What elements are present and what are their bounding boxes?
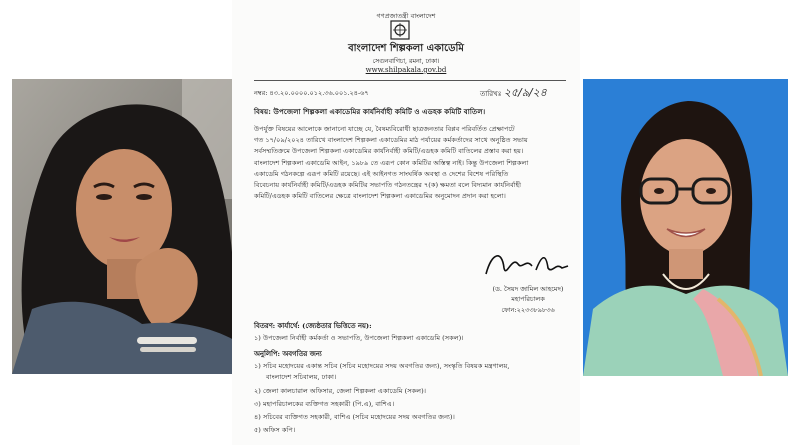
copy-item: বাংলাদেশ সচিবালয়, ঢাকা। — [266, 373, 337, 381]
letter-date — [480, 84, 547, 103]
body-line: গত ১৭/০৯/২০২৪ তারিখে বাংলাদেশ শিল্পকলা একাডেমির মাঠ পর্যায়ের কর্মকর্তাদের সাথে অনুষ্ঠিত সভায় — [254, 136, 528, 145]
date-label: তারিখঃ — [480, 90, 502, 98]
organization-website: www.shilpakala.gov.bd — [365, 66, 447, 74]
letter-body — [254, 124, 574, 202]
copy-item: ১) সচিব মহোদয়ের একান্ত সচিব (সচিব মহোদয়ের সদয় অবগতির জন্য), সংস্কৃতি বিষয়ক মন্ত্রণালয়, — [254, 362, 510, 370]
handwritten-signature — [482, 244, 572, 288]
copy-item: ৫) অফিস কপি। — [254, 426, 296, 434]
right-portrait-illustration — [583, 79, 788, 376]
signatory-phone: ফোন:২২৩৩৮৯৮৩৬ — [501, 306, 555, 314]
letter-subject: বিষয়: উপজেলা শিল্পকলা একাডেমির কার্যনির্বাহী কমিটি ও এডহক কমিটি বাতিল। — [254, 107, 486, 116]
body-line: উপর্যুক্ত বিষয়ের আলোকে জানানো যাচ্ছে যে, বৈষম্যবিরোধী ছাত্রজনতার বিপ্লব পরিবর্তিত প্রেক্ষাপটে — [254, 125, 515, 133]
copy-item: ২) জেলা কালচারাল অফিসার, জেলা শিল্পকলা একাডেমি (সকল)। — [254, 387, 427, 395]
date-value: ২৫/৯/২৪ — [503, 86, 547, 99]
body-line: বাংলাদেশ শিল্পকলা একাডেমি আইন, ১৯৮৯ তে এরূপ কোন কমিটির অস্তিত্ব নাই। কিন্তু উপজেলা শিল্পকলা — [254, 158, 529, 167]
header-divider — [254, 80, 566, 81]
distribution-item: ১) উপজেলা নির্বাহী কর্মকর্তা ও সভাপতি, উপজেলা শিল্পকলা একাডেমি (সকল)। — [254, 334, 464, 342]
left-portrait-illustration — [12, 79, 248, 374]
left-portrait-photo — [12, 79, 248, 374]
organization-name: বাংলাদেশ শিল্পকলা একাডেমি — [348, 43, 464, 54]
right-portrait-photo — [583, 79, 788, 376]
copy-heading: অনুলিপি: অবগতির জন্য — [254, 350, 322, 358]
copy-item: ৩) মহাপরিচালকের ব্যক্তিগত সহকারী (পি.এ), বাশিএ। — [254, 400, 395, 408]
body-line: বিবেচনায় কার্যনির্বাহী কমিটি/এডহক কমিটির সভাপতি গঠনতন্ত্রের ৭(ক) ক্ষমতা বলে বিদ্যমান কার্যনির্বাহী — [254, 181, 522, 190]
distribution-heading: বিতরণ: কার্যার্থে: (জ্যেষ্ঠতার ভিত্তিতে নয়): — [254, 322, 372, 330]
official-letter — [232, 0, 580, 445]
copy-item: ৪) সচিবের ব্যক্তিগত সহকারী, বাশিএ (সচিব মহোদয়ের সদয় অবগতির জন্য)। — [254, 413, 455, 421]
body-line: একাডেমি গঠনকল্পে এরূপ কমিটি রয়েছে। এই আইনগত সাংঘর্ষিক অবস্থা ও দেশের বিশেষ পরিস্থিতি — [254, 169, 509, 178]
memo-number: নম্বর: ৪৩.২০.০০০০.০১২.৩৬.০০১.২৪-৬৭ — [254, 89, 369, 97]
body-line: সর্বসম্মতিক্রমে উপজেলা শিল্পকলা একাডেমির কার্যনির্বাহী কমিটি/এডহক কমিটি বাতিলের প্রস্তাব করা হয়। — [254, 147, 524, 156]
signatory-name: (ড. সৈয়দ জামিল আহমেদ) — [492, 285, 564, 293]
govt-header: গণপ্রজাতন্ত্রী বাংলাদেশ — [376, 12, 436, 20]
body-line: কমিটি/এডহক কমিটি বাতিলের ক্ষেত্রে বাংলাদেশ শিল্পকলা একাডেমির অনুমোদন প্রদান করা হলো। — [254, 192, 506, 201]
signatory-title: মহাপরিচালক — [511, 295, 545, 303]
organization-address: সেগুনবাগিচা, রমনা, ঢাকা। — [372, 58, 440, 65]
